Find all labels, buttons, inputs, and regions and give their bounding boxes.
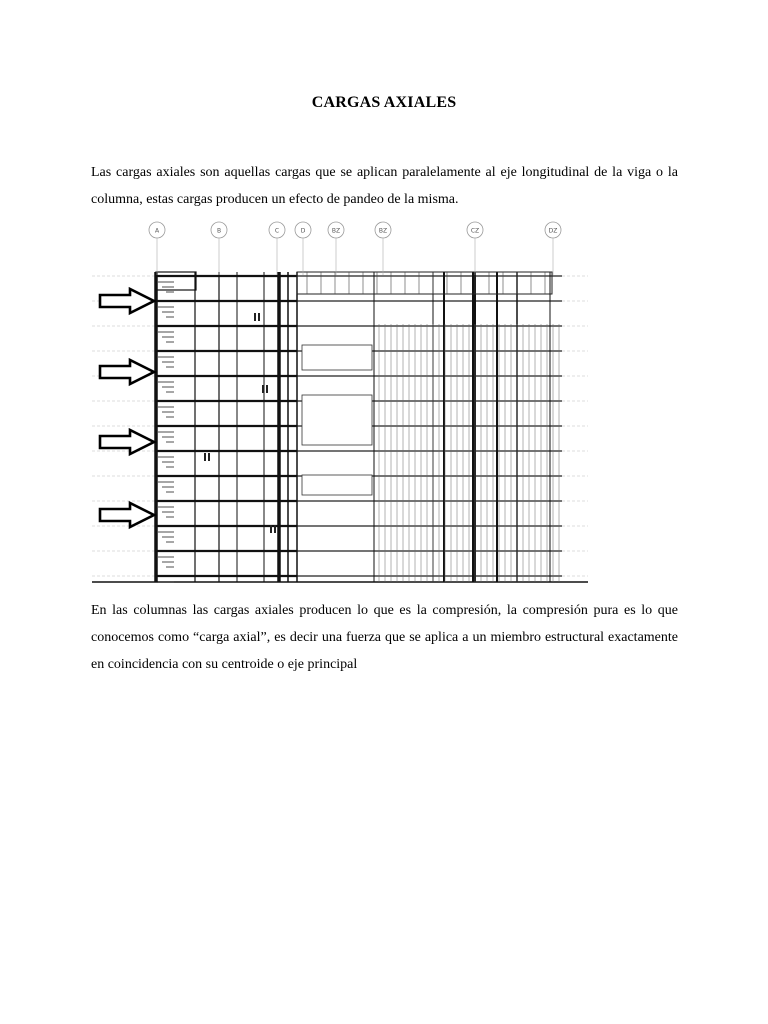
grid-label: B bbox=[216, 227, 222, 235]
body-paragraph: En las columnas las cargas axiales producen lo que es la compresión, la compresión pura es lo que conocemos como “carga axial”, es decir una fuerza que se aplica a un miembro estructural exactamente en coincidencia con su centroide o eje principal bbox=[91, 603, 678, 672]
arrow-right-icon bbox=[100, 430, 154, 454]
person-figure bbox=[274, 525, 276, 533]
person-figure bbox=[266, 385, 268, 393]
person-figure bbox=[204, 453, 206, 461]
grid-label: D bbox=[300, 227, 306, 235]
void-opening bbox=[302, 475, 372, 495]
intro-paragraph: Las cargas axiales son aquellas cargas que se aplican paralelamente al eje longitudinal de la viga o la columna, estas cargas producen un efecto de pandeo de la misma. bbox=[91, 165, 678, 207]
page-title: CARGAS AXIALES bbox=[311, 94, 457, 111]
arrow-right-icon bbox=[100, 289, 154, 313]
grid-label: C bbox=[274, 227, 280, 235]
person-figure bbox=[254, 313, 256, 321]
grid-label: DZ bbox=[548, 227, 558, 235]
grid-label: CZ bbox=[470, 227, 480, 235]
grid-label: A bbox=[154, 227, 160, 235]
building-section-drawing bbox=[92, 220, 588, 585]
grid-label: BZ bbox=[378, 227, 388, 235]
void-opening bbox=[302, 395, 372, 445]
person-figure bbox=[208, 453, 210, 461]
person-figure bbox=[262, 385, 264, 393]
grid-label: BZ bbox=[331, 227, 341, 235]
person-figure bbox=[258, 313, 260, 321]
arrow-right-icon bbox=[100, 360, 154, 384]
person-figure bbox=[270, 525, 272, 533]
void-opening bbox=[302, 345, 372, 370]
arrow-right-icon bbox=[100, 503, 154, 527]
